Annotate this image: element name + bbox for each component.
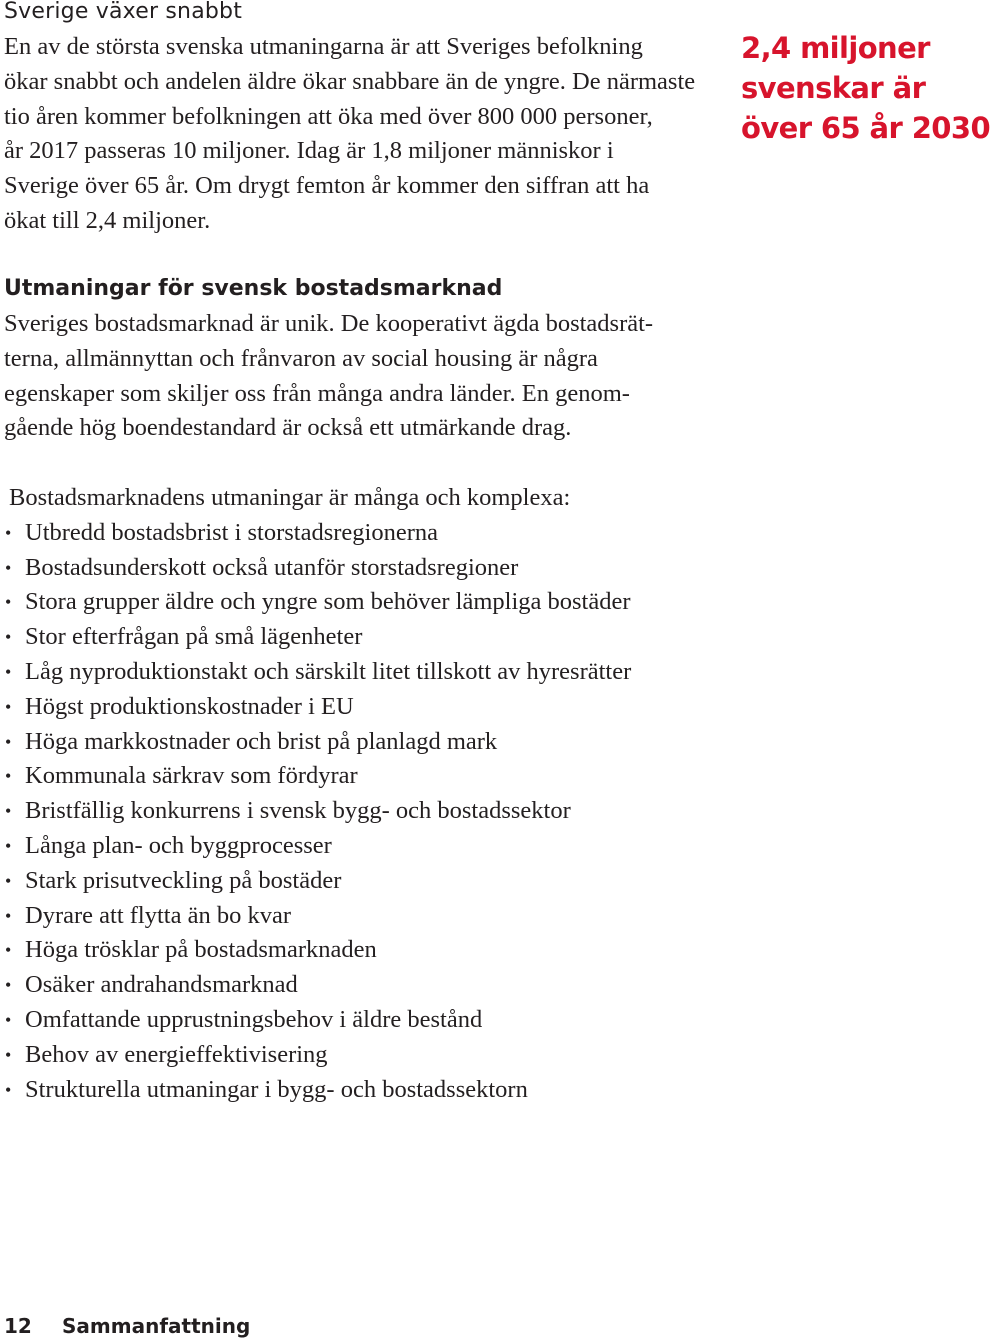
bullet-icon: • xyxy=(5,766,12,787)
section-population xyxy=(4,0,719,239)
page-number: 12 xyxy=(4,1314,32,1338)
list-item xyxy=(4,620,904,655)
challenges-list xyxy=(4,516,904,1108)
bullet-icon: • xyxy=(5,940,12,961)
list-item xyxy=(4,1038,904,1073)
list-item xyxy=(4,759,904,794)
bullet-icon: • xyxy=(5,627,12,648)
list-item xyxy=(4,933,904,968)
bullet-icon: • xyxy=(5,1044,12,1065)
list-item-text: Låg nyproduktionstakt och särskilt litet tillskott av hyresrätter xyxy=(25,657,632,685)
bullet-icon: • xyxy=(5,801,12,822)
list-item xyxy=(4,899,904,934)
section-housing-market xyxy=(4,272,719,446)
list-item xyxy=(4,794,904,829)
callout-line: svenskar är xyxy=(741,71,926,105)
list-item xyxy=(4,968,904,1003)
paragraph-line: år 2017 passeras 10 miljoner. Idag är 1,8 miljoner människor i xyxy=(4,137,614,165)
list-item-text: Stark prisutveckling på bostäder xyxy=(25,866,342,894)
footer-section-title: Sammanfattning xyxy=(62,1314,251,1338)
paragraph-line: tio åren kommer befolkningen att öka med över 800 000 personer, xyxy=(4,102,653,130)
list-item-text: Kommunala särkrav som fördyrar xyxy=(25,762,358,790)
list-item xyxy=(4,1073,904,1108)
paragraph-line: ökat till 2,4 miljoner. xyxy=(4,206,211,234)
paragraph-line: Sveriges bostadsmarknad är unik. De kooperativt ägda bostadsrät- xyxy=(4,310,654,337)
bullet-icon: • xyxy=(5,975,12,996)
list-item-text: Osäker andrahandsmarknad xyxy=(25,971,298,999)
section-challenges xyxy=(4,481,904,1107)
pull-quote-callout xyxy=(741,28,990,148)
bullet-icon: • xyxy=(5,905,12,926)
list-item-text: Behov av energieffektivisering xyxy=(25,1040,328,1068)
list-item xyxy=(4,585,904,620)
list-item xyxy=(4,864,904,899)
housing-market-paragraph xyxy=(4,307,719,446)
paragraph-line: egenskaper som skiljer oss från många andra länder. En genom- xyxy=(4,379,630,407)
bullet-icon: • xyxy=(5,731,12,752)
paragraph-line: En av de största svenska utmaningarna är att Sveriges befolkning xyxy=(4,33,643,60)
paragraph-line: gående hög boendestandard är också ett utmärkande drag. xyxy=(4,414,572,442)
list-item-text: Högst produktionskostnader i EU xyxy=(25,692,354,720)
bullet-icon: • xyxy=(5,557,12,578)
list-item-text: Strukturella utmaningar i bygg- och bostadssektorn xyxy=(25,1075,528,1103)
bullet-icon: • xyxy=(5,661,12,682)
bullet-icon: • xyxy=(5,522,12,543)
list-item xyxy=(4,516,904,551)
list-item xyxy=(4,655,904,690)
list-item xyxy=(4,1003,904,1038)
list-item-text: Höga trösklar på bostadsmarknaden xyxy=(25,936,377,964)
paragraph-line: Sverige över 65 år. Om drygt femton år kommer den siffran att ha xyxy=(4,172,650,200)
paragraph-line: terna, allmännyttan och frånvaron av social housing är några xyxy=(4,344,598,372)
list-item xyxy=(4,725,904,760)
list-item-text: Långa plan- och byggprocesser xyxy=(25,831,332,859)
callout-line: 2,4 miljoner xyxy=(741,31,930,65)
list-item-text: Bristfällig konkurrens i svensk bygg- och bostadssektor xyxy=(25,797,571,825)
list-item xyxy=(4,551,904,586)
list-item-text: Utbredd bostadsbrist i storstadsregionerna xyxy=(25,518,439,546)
section-heading-population: Sverige växer snabbt xyxy=(4,0,243,24)
list-item-text: Dyrare att flytta än bo kvar xyxy=(25,901,291,929)
list-item-text: Stor efterfrågan på små lägenheter xyxy=(25,623,363,651)
bullet-icon: • xyxy=(5,696,12,717)
section-heading-housing-market: Utmaningar för svensk bostadsmarknad xyxy=(4,276,503,301)
list-item xyxy=(4,829,904,864)
list-item-text: Höga markkostnader och brist på planlagd mark xyxy=(25,727,498,755)
bullet-icon: • xyxy=(5,1009,12,1030)
page-footer xyxy=(4,1311,250,1341)
list-item-text: Omfattande upprustningsbehov i äldre bestånd xyxy=(25,1005,483,1033)
bullet-icon: • xyxy=(5,592,12,613)
bullet-icon: • xyxy=(5,1079,12,1100)
callout-line: över 65 år 2030 xyxy=(741,111,990,145)
challenges-intro: Bostadsmarknadens utmaningar är många och komplexa: xyxy=(9,484,571,511)
list-item-text: Stora grupper äldre och yngre som behöver lämpliga bostäder xyxy=(25,588,631,616)
list-item-text: Bostadsunderskott också utanför storstadsregioner xyxy=(25,553,519,581)
population-paragraph xyxy=(4,30,719,239)
paragraph-line: ökar snabbt och andelen äldre ökar snabbare än de yngre. De närmaste xyxy=(4,67,696,95)
list-item xyxy=(4,690,904,725)
bullet-icon: • xyxy=(5,835,12,856)
bullet-icon: • xyxy=(5,870,12,891)
